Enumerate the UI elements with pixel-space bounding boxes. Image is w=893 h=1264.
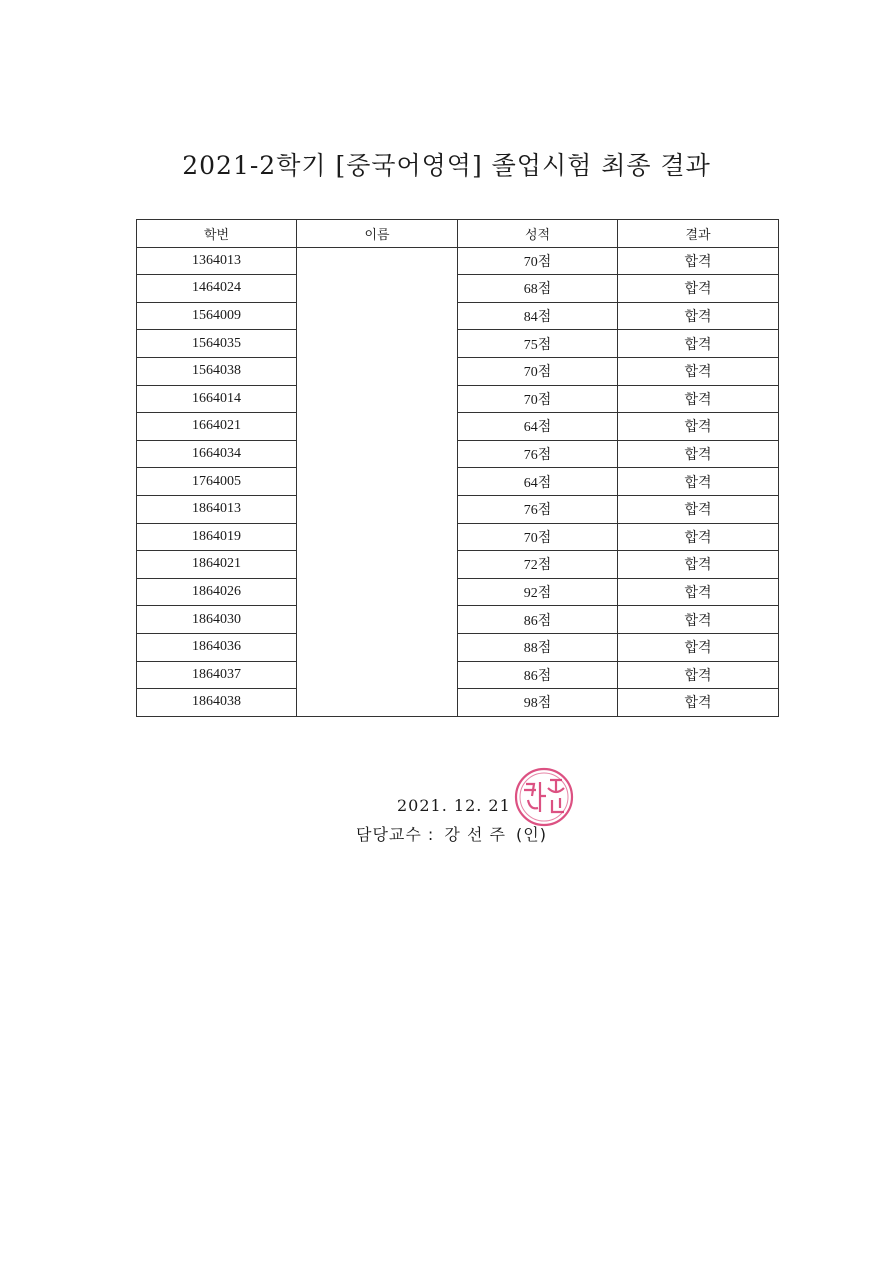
cell-student-id: 1864037 [137, 661, 297, 689]
cell-score: 72점 [458, 551, 618, 579]
cell-score: 88점 [458, 633, 618, 661]
cell-score: 70점 [458, 385, 618, 413]
table-row [137, 468, 779, 496]
table-row [137, 495, 779, 523]
seal-mark: (인) [516, 825, 547, 844]
cell-name-redacted [297, 413, 458, 441]
cell-name-redacted [297, 523, 458, 551]
cell-result: 합격 [618, 275, 779, 303]
cell-score: 70점 [458, 523, 618, 551]
cell-score: 75점 [458, 330, 618, 358]
cell-student-id: 1864013 [137, 495, 297, 523]
cell-name-redacted [297, 247, 458, 275]
cell-score: 98점 [458, 689, 618, 717]
cell-name-redacted [297, 330, 458, 358]
cell-score: 86점 [458, 661, 618, 689]
cell-result: 합격 [618, 578, 779, 606]
table-row [137, 689, 779, 717]
official-seal-stamp [510, 766, 578, 828]
table-row [137, 275, 779, 303]
cell-result: 합격 [618, 413, 779, 441]
cell-result: 합격 [618, 302, 779, 330]
cell-name-redacted [297, 468, 458, 496]
cell-result: 합격 [618, 330, 779, 358]
cell-name-redacted [297, 633, 458, 661]
cell-score: 64점 [458, 468, 618, 496]
cell-name-redacted [297, 385, 458, 413]
document-date: 2021. 12. 21 [397, 796, 511, 815]
table-row [137, 661, 779, 689]
signer-name: 강 선 주 [444, 825, 506, 844]
cell-score: 70점 [458, 357, 618, 385]
table-row [137, 413, 779, 441]
document-title: 2021-2학기 [중국어영역] 졸업시험 최종 결과 [182, 151, 711, 180]
cell-score: 92점 [458, 578, 618, 606]
cell-score: 68점 [458, 275, 618, 303]
cell-name-redacted [297, 661, 458, 689]
cell-student-id: 1564035 [137, 330, 297, 358]
cell-student-id: 1864030 [137, 606, 297, 634]
cell-student-id: 1864019 [137, 523, 297, 551]
table-row [137, 385, 779, 413]
table-row [137, 247, 779, 275]
cell-result: 합격 [618, 440, 779, 468]
cell-student-id: 1864036 [137, 633, 297, 661]
cell-student-id: 1864026 [137, 578, 297, 606]
cell-student-id: 1864038 [137, 689, 297, 717]
header-score: 성적 [458, 220, 618, 248]
cell-result: 합격 [618, 495, 779, 523]
cell-result: 합격 [618, 385, 779, 413]
cell-score: 84점 [458, 302, 618, 330]
cell-result: 합격 [618, 523, 779, 551]
table-row [137, 440, 779, 468]
cell-student-id: 1664034 [137, 440, 297, 468]
cell-score: 76점 [458, 440, 618, 468]
cell-score: 86점 [458, 606, 618, 634]
cell-name-redacted [297, 495, 458, 523]
cell-score: 64점 [458, 413, 618, 441]
cell-score: 76점 [458, 495, 618, 523]
cell-name-redacted [297, 551, 458, 579]
table-row [137, 330, 779, 358]
header-name: 이름 [297, 220, 458, 248]
results-table [136, 219, 779, 717]
table-row [137, 551, 779, 579]
table-row [137, 357, 779, 385]
header-student-id: 학번 [137, 220, 297, 248]
cell-result: 합격 [618, 606, 779, 634]
table-row [137, 302, 779, 330]
cell-result: 합격 [618, 357, 779, 385]
table-row [137, 578, 779, 606]
cell-name-redacted [297, 689, 458, 717]
cell-student-id: 1564038 [137, 357, 297, 385]
cell-result: 합격 [618, 247, 779, 275]
table-row [137, 523, 779, 551]
cell-result: 합격 [618, 661, 779, 689]
table-body [137, 247, 779, 716]
cell-result: 합격 [618, 633, 779, 661]
cell-student-id: 1664021 [137, 413, 297, 441]
cell-result: 합격 [618, 468, 779, 496]
cell-name-redacted [297, 302, 458, 330]
cell-result: 합격 [618, 551, 779, 579]
cell-student-id: 1664014 [137, 385, 297, 413]
signer-role: 담당교수 : [356, 825, 435, 844]
table-row [137, 606, 779, 634]
cell-name-redacted [297, 606, 458, 634]
cell-student-id: 1864021 [137, 551, 297, 579]
cell-score: 70점 [458, 247, 618, 275]
cell-name-redacted [297, 578, 458, 606]
header-result: 결과 [618, 220, 779, 248]
cell-student-id: 1764005 [137, 468, 297, 496]
cell-student-id: 1464024 [137, 275, 297, 303]
cell-name-redacted [297, 440, 458, 468]
cell-student-id: 1364013 [137, 247, 297, 275]
cell-student-id: 1564009 [137, 302, 297, 330]
table-row [137, 633, 779, 661]
cell-name-redacted [297, 357, 458, 385]
cell-name-redacted [297, 275, 458, 303]
table-header-row [137, 220, 779, 248]
cell-result: 합격 [618, 689, 779, 717]
